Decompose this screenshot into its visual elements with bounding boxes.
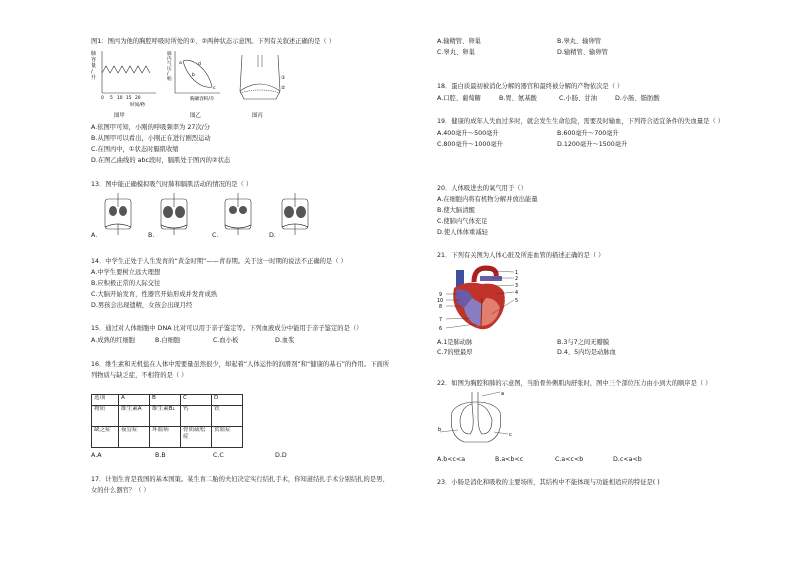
q12-figure-yi [166, 47, 226, 121]
q22-option-c[interactable]: C.a<c<b [555, 456, 584, 463]
q23-stem: 23．小肠是消化和吸收的主要场所，其结构中不能体现与功能相适应的特征是( ) [437, 479, 660, 486]
q13-figure-b [157, 193, 191, 237]
table-cell: 骨质疏松症 [181, 427, 212, 448]
q12-yi-point-b: b [192, 73, 195, 78]
q21-option-c[interactable]: C.7的壁最厚 [437, 349, 473, 356]
q13-option-b[interactable]: B. [148, 232, 155, 239]
q12-jia-ylabel-4: 升 [91, 75, 97, 81]
table-cell: 夜盲症 [119, 427, 150, 448]
q15-option-c[interactable]: C.血小板 [213, 337, 239, 344]
q15-option-d[interactable]: D.血浆 [275, 337, 295, 344]
q21-label-4: 4 [515, 291, 519, 296]
table-cell: 选项 [92, 395, 119, 406]
q16-option-a[interactable]: A.A [91, 452, 102, 459]
q22-option-b[interactable]: B.a<b<c [495, 456, 524, 463]
table-cell: 铁 [212, 406, 243, 427]
q22-left-lung [460, 404, 473, 434]
q22-thorax-figure [438, 390, 522, 450]
q12-jia-ylabel-2: 量 [91, 63, 97, 69]
q21-option-d[interactable]: D.4、5内均是动脉血 [557, 349, 616, 356]
q12-jia-caption: 图甲 [114, 113, 125, 119]
q13-option-a[interactable]: A. [91, 232, 98, 239]
q15-stem: 15．通过对人体细胞中 DNA 比对可以用于亲子鉴定等。下列血液成分中能用于亲子鉴定的是（） [91, 325, 363, 332]
q12-jia-tick-2: 10 [117, 96, 123, 101]
q16-options [91, 452, 287, 460]
q13-figure-d [278, 193, 312, 237]
q22-options [437, 456, 642, 464]
q17-option-a[interactable]: A.输精管、卵巢 [437, 38, 481, 45]
q18-stem: 18．蛋白质最初被消化分解的器官和最终被分解的产物依次是（ ） [437, 83, 624, 90]
table-cell: 缺乏症 [92, 427, 119, 448]
q22-label-a: a [501, 391, 505, 397]
q21-option-b[interactable]: B.3与7之间无瓣膜 [557, 339, 610, 346]
q12-yi-ylabel-2: 气 [167, 62, 172, 67]
q13-stem: 13．图中能正确模拟吸气时肺和膈肌活动的情况的是（ ） [91, 181, 253, 188]
table-cell: 维生素A [119, 406, 150, 427]
q17-stem-line-1: 17．计划生育是我国的基本国策。某生育二胎的夫妇决定实行结扎手术，你知道结扎手术分别结扎的是男、 [91, 476, 389, 483]
q12-bing-trachea [258, 55, 262, 67]
q14-option-c[interactable]: C.大脑开始发育，性器官开始形成并发育成熟 [91, 291, 218, 298]
q12-jia-tick-0: 0 [101, 96, 104, 101]
q21-label-3: 3 [515, 284, 519, 289]
q22-right-lung [478, 404, 492, 434]
q21-label-8: 8 [439, 305, 443, 310]
table-row [92, 406, 243, 427]
q12-yi-point-c: c [213, 86, 216, 91]
q12-jia-ylabel-3: / [91, 69, 93, 75]
q17-stem-line-2: 女的什么器官？（ ） [91, 487, 150, 494]
table-cell: 贫血症 [212, 427, 243, 448]
table-row [92, 395, 243, 406]
q12-jia-ylabel-1: 容 [91, 57, 97, 63]
q21-label-6: 6 [439, 327, 443, 332]
q12-bing-caption: 图丙 [252, 113, 263, 119]
q14-option-d[interactable]: D.男孩会出现遗精，女孩会出现月经 [91, 302, 193, 309]
q19-option-d[interactable]: D.1200毫升～1500毫升 [557, 141, 628, 148]
q22-label-b: b [438, 427, 442, 433]
q12-bing-chest [240, 55, 280, 99]
q18-option-c[interactable]: C.小肠、甘油 [559, 95, 597, 102]
q18-option-b[interactable]: B.胃、氨基酸 [499, 95, 537, 102]
q19-option-c[interactable]: C.800毫升～1000毫升 [437, 141, 503, 148]
q17-option-c[interactable]: C.睾丸、卵巢 [437, 49, 475, 56]
table-cell: 钙 [181, 406, 212, 427]
q12-yi-ylabel-3: 压 [167, 67, 172, 72]
q12-option-a[interactable]: A.依图甲可知，小刚的呼吸频率为 27次/分 [91, 124, 211, 131]
table-cell: 坏血病 [150, 427, 181, 448]
q22-option-d[interactable]: D.c<a<b [613, 456, 642, 463]
q21-label-10: 10 [437, 299, 444, 304]
table-cell: 物质 [92, 406, 119, 427]
q12-bing-label-1: ① [281, 76, 286, 81]
q19-stem: 19．健康的成年人失血过多时，就会发生生命危险，需要及时输血，下列符合适宜条件的失血量是（ ） [437, 118, 725, 125]
table-cell: A [119, 395, 150, 406]
q12-bing-label-2: ② [281, 86, 286, 91]
q16-stem-line-2: 列物质与缺乏症，不相符的是（ ） [91, 372, 188, 379]
q22-option-a[interactable]: A.b<c<a [437, 456, 466, 463]
q12-jia-tick-1: 5 [110, 96, 113, 101]
q16-option-d[interactable]: D.D [275, 452, 287, 459]
q21-label-9: 9 [439, 293, 443, 298]
q18-option-d[interactable]: D.小肠、脂肪酸 [615, 95, 660, 102]
q21-label-7: 7 [439, 318, 443, 323]
q12-yi-xlabel: 胸廓容积/升 [190, 97, 215, 102]
q13-figure-a [101, 193, 135, 237]
q18-options [437, 95, 660, 103]
q13-option-d[interactable]: D. [269, 232, 276, 239]
q16-table [91, 394, 243, 448]
q15-option-a[interactable]: A.成熟的红细胞 [91, 337, 135, 344]
q12-figure-jia [88, 47, 166, 121]
q20-option-d[interactable]: D.使人体体重减轻 [437, 229, 488, 236]
q21-label-2: 2 [515, 277, 519, 282]
q12-option-c[interactable]: C.在图丙中，①状态时膈肌收缩 [91, 146, 179, 153]
q17-option-d[interactable]: D.输精管、输卵管 [557, 49, 608, 56]
q14-option-a[interactable]: A.中学生要树立远大理想 [91, 269, 161, 276]
q12-jia-tick-3: 15 [126, 96, 132, 101]
q12-option-b[interactable]: B.从图甲可以看出，小刚正在进行剧烈运动 [91, 135, 211, 142]
table-cell: 维生素B₁ [150, 406, 181, 427]
q20-option-b[interactable]: B.使大脑清醒 [437, 207, 475, 214]
q21-stem: 21．下列有关图为人体心脏及所连血管的描述正确的是（ ） [437, 252, 605, 259]
q21-pulmonary-artery [480, 276, 502, 281]
q12-yi-point-a: a [179, 61, 182, 66]
q16-option-c[interactable]: C.C [213, 452, 224, 459]
q12-yi-ylabel-1: 内 [167, 57, 172, 62]
q12-yi-caption: 图乙 [190, 113, 201, 119]
q21-heart-figure [436, 264, 526, 336]
q16-option-b[interactable]: B.B [155, 452, 166, 459]
q20-option-c[interactable]: C.使肺内气体充足 [437, 218, 488, 225]
q12-yi-ylabel-0: 肺 [167, 52, 172, 57]
q13-figure-c [221, 193, 255, 237]
table-row [92, 427, 243, 448]
q12-figure-bing [232, 47, 288, 121]
table-cell: D [212, 395, 243, 406]
q18-option-a[interactable]: A.口腔、葡萄糖 [437, 95, 481, 102]
q19-option-b[interactable]: B.600毫升～700毫升 [557, 130, 619, 137]
q20-option-a[interactable]: A.在细胞内将有机物分解并放出能量 [437, 196, 538, 203]
q12-jia-tick-4: 20 [135, 96, 141, 101]
q20-stem: 20．人体吸进去的氧气用于（） [437, 185, 527, 192]
table-cell: C [181, 395, 212, 406]
q12-option-d[interactable]: D.在图乙曲线的 abc段时，膈肌处于图丙的②状态 [91, 157, 231, 164]
q12-yi-ylabel-5: 帕 [167, 77, 172, 82]
q12-stem: 图1：图丙为他的胸腔呼吸时所处的①、②两种状态示意图。下列有关叙述正确的是（ ） [91, 38, 335, 45]
q12-jia-curve [102, 66, 150, 73]
table-cell: B [150, 395, 181, 406]
q19-option-a[interactable]: A.400毫升～500毫升 [437, 130, 499, 137]
q16-stem-line-1: 16．维生素和无机盐在人体中需要量虽然很少，却起着“人体运作的润滑剂”和“健康的基石”的作用。下面所 [91, 361, 390, 368]
q21-option-a[interactable]: A.1是肺动脉 [437, 339, 473, 346]
q15-option-b[interactable]: B.白细胞 [155, 337, 181, 344]
q17-option-b[interactable]: B.睾丸、输卵管 [557, 38, 602, 45]
q21-label-1: 1 [515, 271, 519, 276]
q13-option-c[interactable]: C. [212, 232, 219, 239]
q21-label-5: 5 [515, 299, 519, 304]
q12-yi-ylabel-4: / [167, 72, 169, 77]
q12-jia-ylabel-0: 肺 [91, 51, 97, 57]
q14-stem: 14．中学生正处于人生发育的“黄金时期”——青春期。关于这一时期的说法不正确的是（ ） [91, 258, 347, 265]
q15-options [91, 337, 294, 345]
q22-stem: 22．如图为胸腔和肺的示意图，当肋骨外侧肌肉舒张时，图中三个部位压力由小到大的顺序是（ ） [437, 380, 712, 387]
q14-option-b[interactable]: B.应积极正常的人际交往 [91, 280, 161, 287]
q12-yi-point-d: d [198, 62, 201, 67]
q22-chest-wall [451, 402, 501, 442]
q22-label-c: c [509, 432, 512, 438]
q12-bing-diaphragm-2 [240, 90, 280, 93]
q12-jia-xlabel: 时间/秒 [130, 103, 146, 108]
